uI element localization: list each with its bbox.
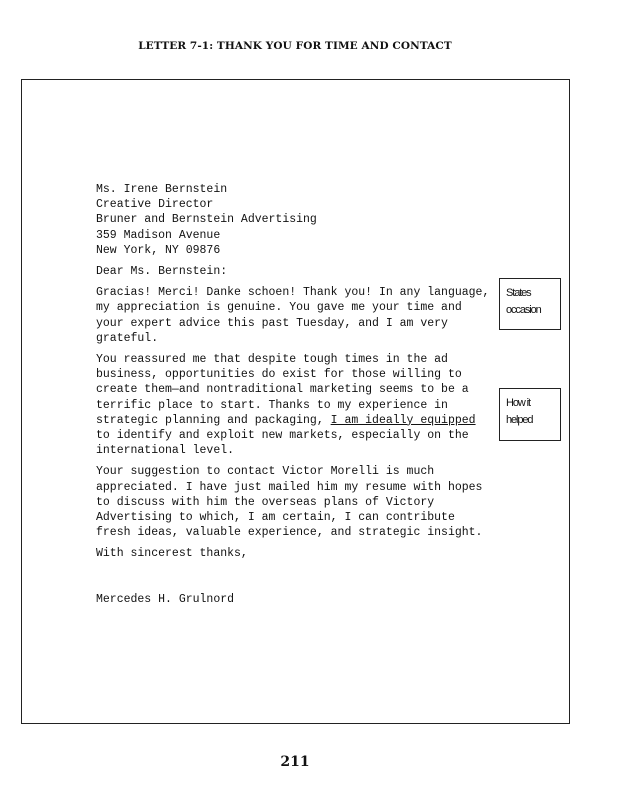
recipient-address [96, 182, 496, 258]
recipient-title: Creative Director [96, 198, 214, 212]
closing: With sincerest thanks, [96, 547, 248, 561]
recipient-city: New York, NY 09876 [96, 243, 221, 257]
paragraph-2 [96, 352, 496, 458]
signature: Mercedes H. Grulnord [96, 592, 235, 606]
greeting: Dear Ms. Bernstein: [96, 265, 228, 279]
recipient-company: Bruner and Bernstein Advertising [96, 213, 317, 227]
page-number: 211 [280, 754, 310, 770]
margin-note-how-it-helped: How it helped [499, 388, 561, 441]
underlined-phrase: I am ideally equipped [330, 413, 476, 427]
paragraph-1: Gracias! Merci! Danke schoen! Thank you! In any language, my appreciation is genuine. You gave me your time and your expert advice this past Tuesday, and I am very grateful. [96, 286, 490, 345]
paragraph-2-start: You reassured me that despite tough times in the ad business, opportunities do exist for those willing to create them—and nontraditional marketing seems to be a terrific place to start. Thanks to my experience in strategic planning and packaging, [96, 353, 469, 427]
margin-note-states-occasion: States occasion [499, 278, 561, 330]
paragraph-2-end: to identify and exploit new markets, especially on the international level. [96, 429, 469, 458]
paragraph-3: Your suggestion to contact Victor Morelli is much appreciated. I have just mailed him my resume with hopes to discuss with him the overseas plans of Victory Advertising to which, I am certain, I can contribute fresh ideas, valuable experience, and strategic insight. [96, 465, 483, 540]
recipient-street: 359 Madison Avenue [96, 228, 221, 242]
recipient-name: Ms. Irene Bernstein [96, 183, 228, 196]
page-title: LETTER 7-1: THANK YOU FOR TIME AND CONTACT [138, 40, 452, 52]
letter-body [96, 182, 496, 607]
